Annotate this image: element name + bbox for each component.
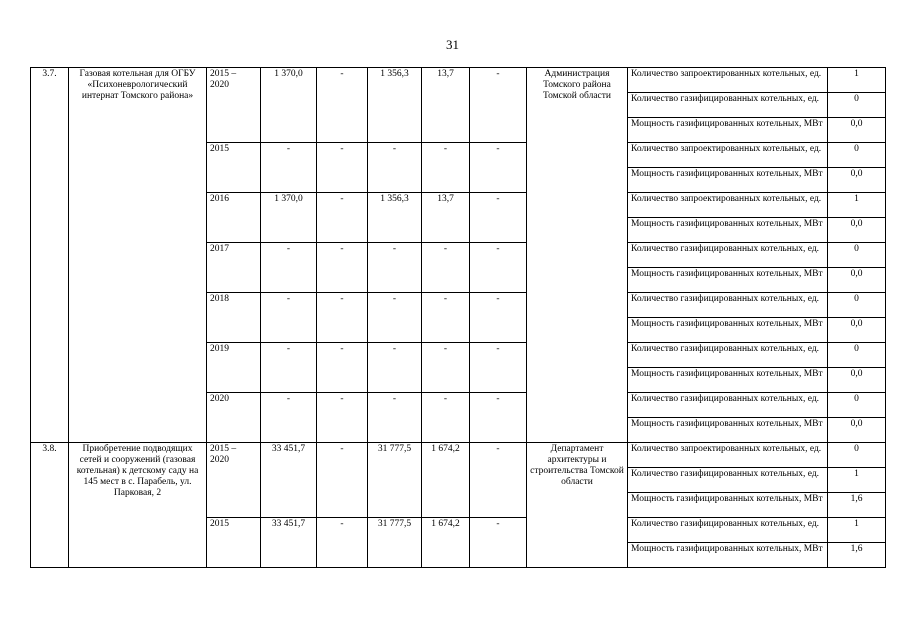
federal-cell: - [317, 143, 368, 193]
regional-cell: 31 777,5 [368, 518, 422, 568]
indicator-value: 0 [828, 243, 886, 268]
total-cell: - [261, 293, 317, 343]
year-cell: 2015 – 2020 [207, 443, 261, 518]
year-cell: 2015 [207, 143, 261, 193]
extra-cell: - [470, 343, 527, 393]
indicator-value: 1 [828, 68, 886, 93]
section-name: Газовая котельная для ОГБУ «Психоневрологический интернат Томского района» [69, 68, 207, 443]
local-cell: - [422, 243, 470, 293]
year-cell: 2016 [207, 193, 261, 243]
extra-cell: - [470, 193, 527, 243]
indicator-value: 0,0 [828, 318, 886, 343]
indicator-value: 0 [828, 93, 886, 118]
total-cell: - [261, 143, 317, 193]
total-cell: - [261, 243, 317, 293]
indicator-value: 1 [828, 193, 886, 218]
indicator-value: 0 [828, 443, 886, 468]
program-table [30, 67, 886, 568]
section-number: 3.8. [31, 443, 69, 568]
indicator-name: Количество газифицированных котельных, ед. [628, 518, 828, 543]
indicator-value: 0 [828, 293, 886, 318]
indicator-value: 0,0 [828, 168, 886, 193]
indicator-name: Мощность газифицированных котельных, МВт [628, 368, 828, 393]
regional-cell: - [368, 393, 422, 443]
local-cell: - [422, 293, 470, 343]
executor-cell: Администрация Томского района Томской области [527, 68, 628, 443]
year-cell: 2015 – 2020 [207, 68, 261, 143]
total-cell: 33 451,7 [261, 518, 317, 568]
indicator-name: Мощность газифицированных котельных, МВт [628, 118, 828, 143]
indicator-name: Мощность газифицированных котельных, МВт [628, 418, 828, 443]
section-number: 3.7. [31, 68, 69, 443]
total-cell: 1 370,0 [261, 68, 317, 143]
local-cell: 13,7 [422, 68, 470, 143]
local-cell: 1 674,2 [422, 518, 470, 568]
table-row [31, 443, 886, 468]
indicator-name: Количество запроектированных котельных, ед. [628, 143, 828, 168]
local-cell: - [422, 343, 470, 393]
indicator-value: 1,6 [828, 543, 886, 568]
extra-cell: - [470, 293, 527, 343]
federal-cell: - [317, 343, 368, 393]
regional-cell: - [368, 143, 422, 193]
indicator-name: Мощность газифицированных котельных, МВт [628, 218, 828, 243]
year-cell: 2019 [207, 343, 261, 393]
local-cell: 1 674,2 [422, 443, 470, 518]
year-cell: 2017 [207, 243, 261, 293]
indicator-value: 0 [828, 393, 886, 418]
extra-cell: - [470, 243, 527, 293]
page-number: 31 [446, 37, 459, 52]
extra-cell: - [470, 443, 527, 518]
indicator-name: Количество газифицированных котельных, ед. [628, 468, 828, 493]
total-cell: 1 370,0 [261, 193, 317, 243]
indicator-value: 0 [828, 343, 886, 368]
indicator-value: 0,0 [828, 118, 886, 143]
extra-cell: - [470, 393, 527, 443]
indicator-name: Мощность газифицированных котельных, МВт [628, 543, 828, 568]
regional-cell: 31 777,5 [368, 443, 422, 518]
regional-cell: - [368, 243, 422, 293]
federal-cell: - [317, 243, 368, 293]
indicator-value: 0,0 [828, 218, 886, 243]
indicator-name: Количество газифицированных котельных, ед. [628, 243, 828, 268]
year-cell: 2020 [207, 393, 261, 443]
federal-cell: - [317, 518, 368, 568]
indicator-name: Количество запроектированных котельных, ед. [628, 193, 828, 218]
local-cell: - [422, 143, 470, 193]
executor-cell: Департамент архитектуры и строительства Томской области [527, 443, 628, 568]
table-row [31, 68, 886, 93]
section-name: Приобретение подводящих сетей и сооружений (газовая котельная) к детскому саду на 145 мест в с. Парабель, ул. Парковая, 2 [69, 443, 207, 568]
indicator-value: 1 [828, 518, 886, 543]
federal-cell: - [317, 193, 368, 243]
indicator-name: Количество запроектированных котельных, ед. [628, 68, 828, 93]
indicator-value: 1 [828, 468, 886, 493]
regional-cell: 1 356,3 [368, 193, 422, 243]
indicator-value: 1,6 [828, 493, 886, 518]
total-cell: 33 451,7 [261, 443, 317, 518]
federal-cell: - [317, 393, 368, 443]
indicator-value: 0,0 [828, 368, 886, 393]
extra-cell: - [470, 143, 527, 193]
regional-cell: - [368, 343, 422, 393]
indicator-value: 0,0 [828, 418, 886, 443]
indicator-name: Количество газифицированных котельных, ед. [628, 293, 828, 318]
year-cell: 2018 [207, 293, 261, 343]
regional-cell: - [368, 293, 422, 343]
federal-cell: - [317, 68, 368, 143]
total-cell: - [261, 393, 317, 443]
indicator-name: Мощность газифицированных котельных, МВт [628, 268, 828, 293]
federal-cell: - [317, 293, 368, 343]
extra-cell: - [470, 68, 527, 143]
indicator-name: Мощность газифицированных котельных, МВт [628, 168, 828, 193]
indicator-name: Количество газифицированных котельных, ед. [628, 343, 828, 368]
indicator-name: Мощность газифицированных котельных, МВт [628, 318, 828, 343]
indicator-name: Количество газифицированных котельных, ед. [628, 93, 828, 118]
year-cell: 2015 [207, 518, 261, 568]
regional-cell: 1 356,3 [368, 68, 422, 143]
table-body [31, 68, 886, 568]
indicator-value: 0,0 [828, 268, 886, 293]
local-cell: - [422, 393, 470, 443]
total-cell: - [261, 343, 317, 393]
indicator-value: 0 [828, 143, 886, 168]
local-cell: 13,7 [422, 193, 470, 243]
federal-cell: - [317, 443, 368, 518]
indicator-name: Количество запроектированных котельных, ед. [628, 443, 828, 468]
indicator-name: Мощность газифицированных котельных, МВт [628, 493, 828, 518]
extra-cell: - [470, 518, 527, 568]
indicator-name: Количество газифицированных котельных, ед. [628, 393, 828, 418]
